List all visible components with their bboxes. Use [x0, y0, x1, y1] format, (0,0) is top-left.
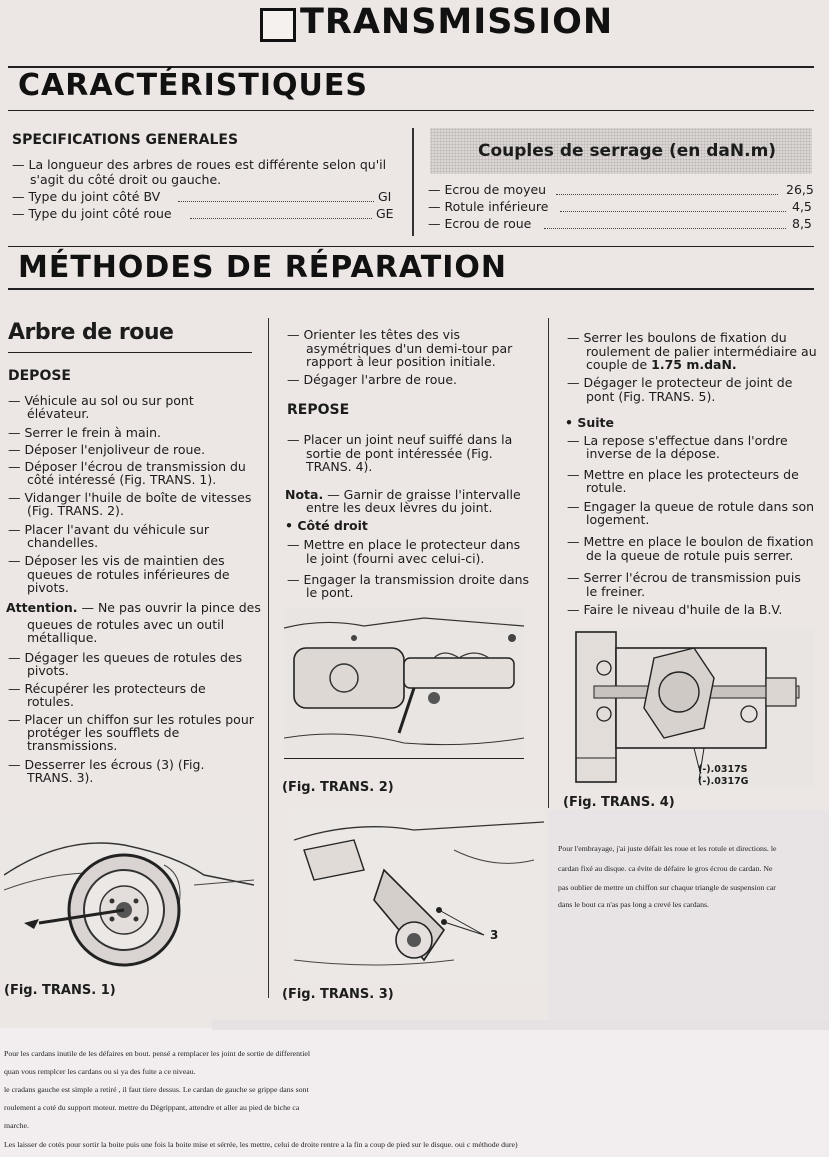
- attention-text: — Ne pas ouvrir la pince des: [77, 600, 261, 615]
- spec-joint-bv-label: — Type du joint côté BV: [12, 189, 161, 204]
- couples-title: Couples de serrage (en daN.m): [478, 141, 777, 161]
- note-right-line: dans le bout ca n'as pas long a crevé les cardans.: [558, 900, 710, 909]
- note-bottom-line: roulement a coté du support moteur. mettre du Dégrippant, attendre et aller au pied de biche ca: [4, 1103, 300, 1112]
- step-line: pivots.: [27, 663, 69, 678]
- step-line: — Mettre en place le boulon de fixation: [567, 534, 814, 549]
- note-right-line: pas oublier de mettre un chiffon sur chaque triangle de suspension car: [558, 883, 776, 892]
- fig4-label-1: (-).0317S: [698, 764, 748, 775]
- differential-cutaway-illustration: [574, 628, 814, 788]
- page-title: TRANSMISSION: [300, 2, 614, 42]
- note-bottom-line: quan vous remplcer les cardans ou si ya des fuite a ce niveau.: [4, 1067, 196, 1076]
- step-line: côté intéressé (Fig. TRANS. 1).: [27, 472, 217, 487]
- step-line: — Vidanger l'huile de boîte de vitesses: [8, 490, 252, 505]
- step-line: — Engager la queue de rotule dans son: [567, 499, 815, 514]
- leader-dots: [190, 218, 372, 219]
- leader-dots: [544, 228, 786, 229]
- spec-joint-bv-value: GI: [378, 189, 392, 204]
- step-line: queues de rotules avec un outil: [27, 617, 225, 632]
- depose-title: DEPOSE: [8, 368, 71, 384]
- step-line: logement.: [586, 512, 650, 527]
- nota-label: Nota.: [285, 487, 324, 502]
- step-line: pivots.: [27, 580, 69, 595]
- couple-item-value: 26,5: [786, 182, 814, 197]
- step-line: — Engager la transmission droite dans: [287, 572, 530, 587]
- divider: [8, 110, 814, 111]
- step-line: — Dégager l'arbre de roue.: [287, 372, 457, 387]
- step-line: de la queue de rotule puis serrer.: [586, 548, 794, 563]
- checkbox-icon: [260, 8, 296, 42]
- step-line: transmissions.: [27, 738, 118, 753]
- step-line: — Placer l'avant du véhicule sur: [8, 522, 210, 537]
- couple-item-label: — Rotule inférieure: [428, 199, 549, 214]
- driveshaft-bolts-illustration: [294, 810, 544, 978]
- specs-title: SPECIFICATIONS GENERALES: [12, 132, 239, 148]
- column-divider: [268, 318, 269, 998]
- step-line: (Fig. TRANS. 2).: [27, 503, 124, 518]
- note-background: [212, 1020, 829, 1030]
- step-line: rotule.: [586, 480, 627, 495]
- note-bottom-line: le cradans gauche est simple a retiré , il faut tiere dessus. Le cardan de gauche se grippe dans sont: [4, 1085, 309, 1094]
- step-line: — Serrer le frein à main.: [8, 425, 161, 440]
- leader-dots: [178, 201, 374, 202]
- column-divider: [548, 318, 549, 808]
- step-line: le pont.: [306, 585, 354, 600]
- cote-droit-title: • Côté droit: [285, 518, 368, 533]
- arbre-title: Arbre de roue: [8, 320, 174, 345]
- repose-title: REPOSE: [287, 402, 350, 418]
- note-bottom-line: Les laisser de cotés pour sortir la boite puis une fois la boite mise et sérrée, les mettre, celui de droite rentre a la fin a coup de pied sur le disque. oui c méthode dure): [4, 1140, 518, 1149]
- step-line: élévateur.: [27, 406, 90, 421]
- attention-label: Attention.: [6, 600, 78, 615]
- leader-dots: [556, 194, 778, 195]
- note-right-line: Pour l'embrayage, j'ai juste défait les roue et les rotule et directions. le: [558, 844, 777, 853]
- step-line: — Déposer l'enjoliveur de roue.: [8, 442, 206, 457]
- figure-trans-3: [294, 810, 544, 978]
- step-line: roulement de palier intermédiaire au: [586, 344, 817, 359]
- step-line: — Faire le niveau d'huile de la B.V.: [567, 602, 783, 617]
- step-line: entre les deux lèvres du joint.: [306, 500, 493, 515]
- wheel-illustration: [4, 815, 254, 975]
- step-line: queues de rotules inférieures de: [27, 567, 230, 582]
- note-bottom-line: Pour les cardans inutile de les défaires en bout. pensé a remplacer les joint de sortie de differentiel: [4, 1049, 310, 1058]
- leader-dots: [560, 211, 786, 212]
- step-line: — Déposer les vis de maintien des: [8, 553, 225, 568]
- spec-line: — La longueur des arbres de roues est différente selon qu'il: [12, 157, 387, 172]
- step-line: le freiner.: [586, 584, 646, 599]
- fig1-caption: (Fig. TRANS. 1): [4, 983, 116, 998]
- step-line: — Orienter les têtes des vis: [287, 327, 461, 342]
- couple-item-value: 8,5: [792, 216, 812, 231]
- step-line: — Placer un joint neuf suiffé dans la: [287, 432, 513, 447]
- note-bottom-line: marche.: [4, 1121, 29, 1130]
- fig3-caption: (Fig. TRANS. 3): [282, 987, 394, 1002]
- step-line: chandelles.: [27, 535, 99, 550]
- divider: [8, 246, 814, 247]
- step-line: protéger les soufflets de: [27, 725, 180, 740]
- figure-trans-1: [4, 815, 254, 975]
- step-line: — Desserrer les écrous (3) (Fig.: [8, 757, 205, 772]
- step-line: rapport à leur position initiale.: [306, 354, 496, 369]
- fig4-label-2: (-).0317G: [698, 776, 749, 787]
- column-divider: [412, 128, 414, 236]
- spec-joint-roue-label: — Type du joint côté roue: [12, 206, 172, 221]
- attention-line: [6, 600, 261, 615]
- step-line: métallique.: [27, 630, 98, 645]
- fig4-caption: (Fig. TRANS. 4): [563, 795, 675, 810]
- figure-trans-4: [574, 628, 814, 788]
- step-line: — Placer un chiffon sur les rotules pour: [8, 712, 254, 727]
- gearbox-drain-illustration: [284, 608, 524, 756]
- step-line: le joint (fourni avec celui-ci).: [306, 551, 485, 566]
- step-line: — Déposer l'écrou de transmission du: [8, 459, 246, 474]
- step-line: [586, 357, 737, 372]
- nota-text: — Garnir de graisse l'intervalle: [323, 487, 521, 502]
- couple-item-label: — Ecrou de roue: [428, 216, 532, 231]
- step-line: sortie de pont intéressée (Fig.: [306, 446, 493, 461]
- divider: [284, 758, 524, 759]
- step-line: — Mettre en place le protecteur dans: [287, 537, 521, 552]
- step-line: — La repose s'effectue dans l'ordre: [567, 433, 788, 448]
- torque-value: 1.75 m.daN.: [651, 357, 737, 372]
- step-line: — Serrer les boulons de fixation du: [567, 330, 787, 345]
- step-line: inverse de la dépose.: [586, 446, 720, 461]
- fig2-caption: (Fig. TRANS. 2): [282, 780, 394, 795]
- divider: [8, 352, 252, 353]
- step-line: — Véhicule au sol ou sur pont: [8, 393, 194, 408]
- step-line: — Serrer l'écrou de transmission puis: [567, 570, 801, 585]
- section-title-caracteristiques: CARACTÉRISTIQUES: [18, 68, 368, 103]
- step-line: — Dégager le protecteur de joint de: [567, 375, 793, 390]
- step-line: rotules.: [27, 694, 74, 709]
- suite-title: • Suite: [565, 415, 614, 430]
- figure-trans-2: [284, 608, 524, 756]
- torque-text: couple de: [586, 357, 652, 372]
- note-right-line: cardan fixé au disque. ca évite de défaire le gros écrou de cardan. Ne: [558, 864, 773, 873]
- step-line: — Mettre en place les protecteurs de: [567, 467, 799, 482]
- couple-item-value: 4,5: [792, 199, 812, 214]
- divider: [8, 288, 814, 290]
- spec-joint-roue-value: GE: [376, 206, 394, 221]
- step-line: asymétriques d'un demi-tour par: [306, 341, 513, 356]
- spec-line: s'agit du côté droit ou gauche.: [30, 172, 222, 187]
- section-title-methodes: MÉTHODES DE RÉPARATION: [18, 250, 507, 285]
- couple-item-label: — Ecrou de moyeu: [428, 182, 547, 197]
- step-line: TRANS. 4).: [306, 459, 373, 474]
- step-line: — Dégager les queues de rotules des: [8, 650, 243, 665]
- step-line: pont (Fig. TRANS. 5).: [586, 389, 716, 404]
- fig3-callout-label: 3: [490, 928, 499, 942]
- step-line: TRANS. 3).: [27, 770, 94, 785]
- step-line: — Récupérer les protecteurs de: [8, 681, 206, 696]
